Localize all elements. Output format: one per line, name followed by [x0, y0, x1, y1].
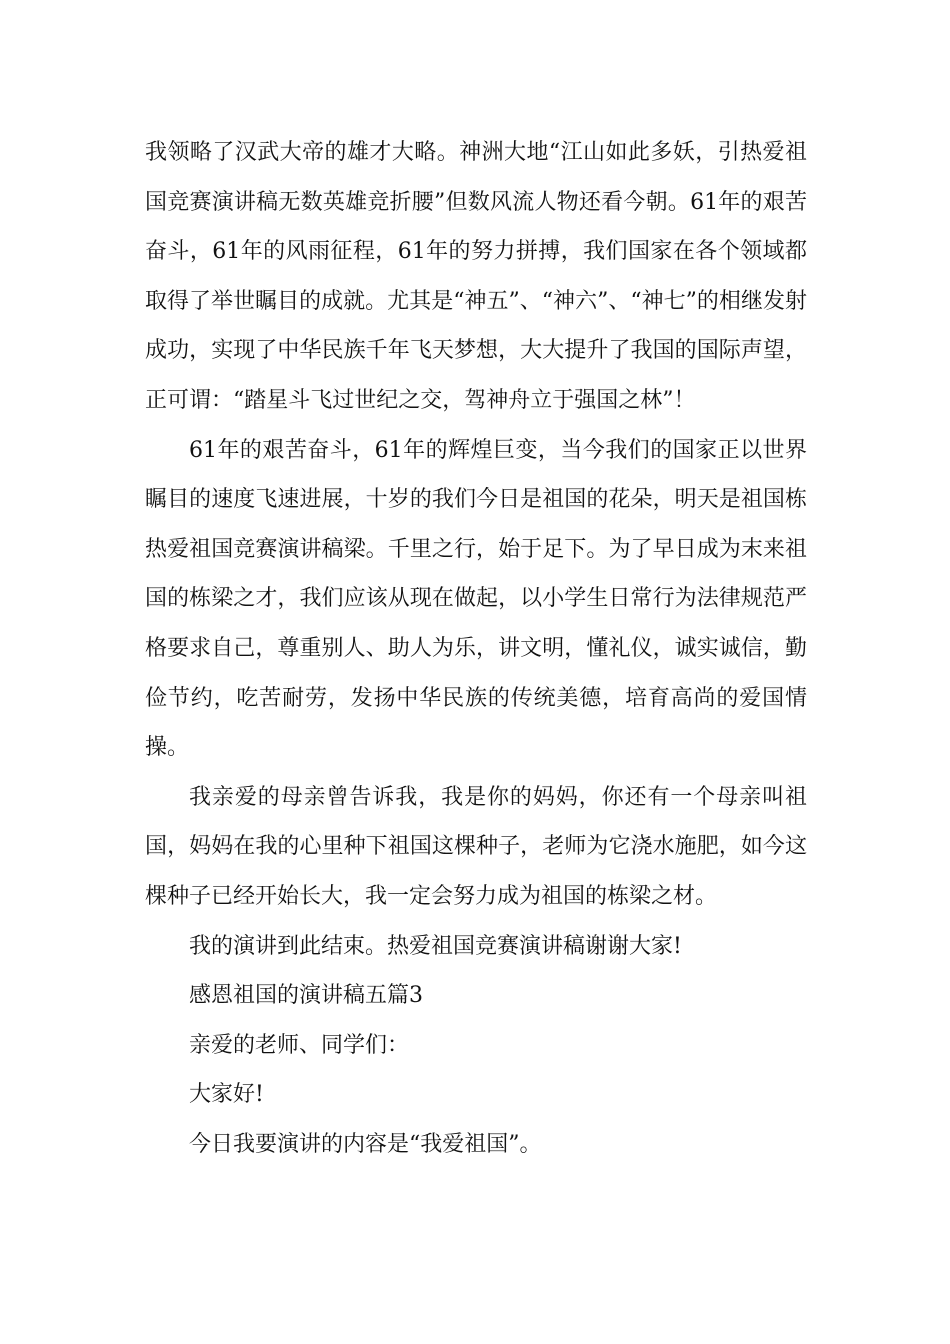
greeting: 大家好! [189, 1082, 264, 1108]
paragraph: 今日我要演讲的内容是“我爱祖国”。 [189, 1131, 542, 1157]
section-heading: 感恩祖国的演讲稿五篇3 [189, 983, 423, 1009]
paragraph-continuation: 我领略了汉武大帝的雄才大略。神洲大地“江山如此多妖，引热爱祖国竞赛演讲稿无数英雄竞折腰”但数风流人物还看今朝。61年的艰苦奋斗，61年的风雨征程，61年的努力拼搏，我们国家在各个领域都取得了举世瞩目的成就。尤其是“神五”、“神六”、“神七”的相继发射成功，实现了中华民族千年飞天梦想，大大提升了我国的国际声望，正可谓：“踏星斗飞过世纪之交，驾神舟立于强国之林”！ [145, 140, 807, 413]
document-body [145, 128, 807, 1169]
salutation: 亲爱的老师、同学们： [189, 1032, 410, 1058]
paragraph-closing: 我的演讲到此结束。热爱祖国竞赛演讲稿谢谢大家! [189, 933, 682, 959]
paragraph: 61年的艰苦奋斗，61年的辉煌巨变，当今我们的国家正以世界瞩目的速度飞速进展，十岁的我们今日是祖国的花朵，明天是祖国栋热爱祖国竞赛演讲稿梁。千里之行，始于足下。为了早日成为末来祖国的栋梁之才，我们应该从现在做起，以小学生日常行为法律规范严格要求自己，尊重别人、助人为乐，讲文明，懂礼仪，诚实诚信，勤俭节约，吃苦耐劳，发扬中华民族的传统美德，培育高尚的爱国情操。 [145, 437, 807, 761]
paragraph: 我亲爱的母亲曾告诉我，我是你的妈妈，你还有一个母亲叫祖国，妈妈在我的心里种下祖国这棵种子，老师为它浇水施肥，如今这棵种子已经开始长大，我一定会努力成为祖国的栋梁之材。 [145, 784, 807, 909]
